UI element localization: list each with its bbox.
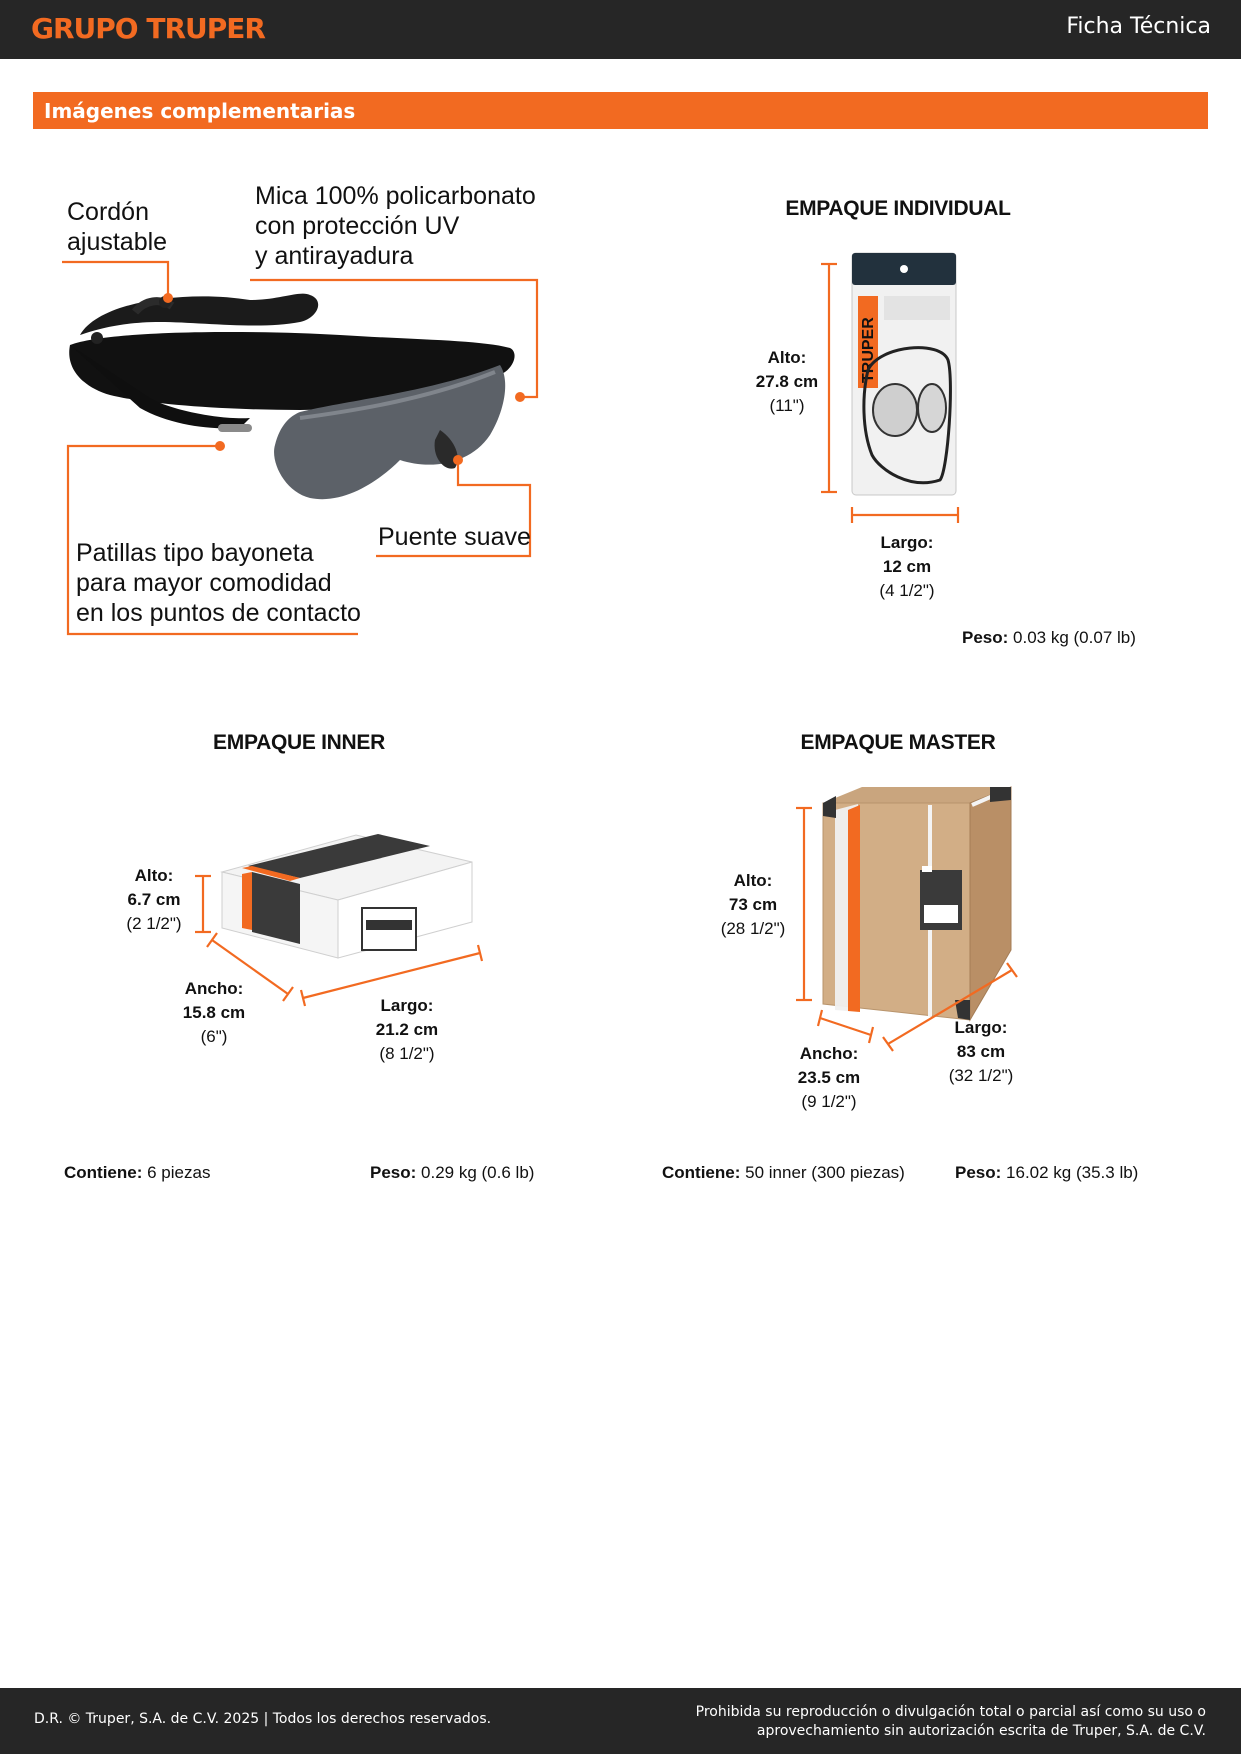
master-weight bbox=[955, 1163, 1138, 1183]
individual-weight-value: 0.03 kg (0.07 lb) bbox=[1013, 628, 1136, 647]
callout-lens: Mica 100% policarbonato con protección UV y antirayadura bbox=[255, 182, 536, 270]
master-box-image bbox=[823, 787, 1011, 1020]
inner-length-metric: 21.2 cm bbox=[375, 1020, 439, 1039]
master-contents-value: 50 inner (300 piezas) bbox=[745, 1163, 905, 1182]
inner-width-caption: Ancho: bbox=[184, 979, 244, 998]
callout-strap: Cordón ajustable bbox=[67, 198, 168, 256]
individual-length-label bbox=[852, 531, 962, 603]
inner-box-image bbox=[222, 834, 472, 958]
brand-logo: GRUPO TRUPER bbox=[31, 12, 265, 45]
inner-height-imperial: (2 1/2") bbox=[126, 914, 182, 933]
master-height-caption: Alto: bbox=[733, 871, 773, 890]
master-length-imperial: (32 1/2") bbox=[948, 1066, 1014, 1085]
inner-length-caption: Largo: bbox=[380, 996, 434, 1015]
inner-contents bbox=[64, 1163, 210, 1183]
inner-height-caption: Alto: bbox=[134, 866, 174, 885]
individual-height-caption: Alto: bbox=[767, 348, 807, 367]
footer-copyright: D.R. © Truper, S.A. de C.V. 2025 | Todos los derechos reservados. bbox=[34, 1711, 492, 1727]
master-width-label bbox=[774, 1042, 884, 1114]
master-height-imperial: (28 1/2") bbox=[720, 919, 786, 938]
inner-weight-label: Peso: bbox=[370, 1163, 417, 1182]
truper-package-brand: TRUPER bbox=[860, 317, 877, 383]
individual-weight bbox=[962, 628, 1136, 648]
inner-width-label bbox=[159, 977, 269, 1049]
inner-contents-label: Contiene: bbox=[64, 1163, 143, 1182]
master-width-imperial: (9 1/2") bbox=[801, 1092, 857, 1111]
individual-weight-label: Peso: bbox=[962, 628, 1009, 647]
master-weight-label: Peso: bbox=[955, 1163, 1002, 1182]
footer bbox=[0, 1688, 1241, 1754]
callout-temples: Patillas tipo bayoneta para mayor comodidad en los puntos de contacto bbox=[76, 539, 361, 627]
document-title: Ficha Técnica bbox=[1066, 14, 1211, 39]
master-contents bbox=[662, 1163, 905, 1183]
individual-length-imperial: (4 1/2") bbox=[879, 581, 935, 600]
inner-contents-value: 6 piezas bbox=[147, 1163, 211, 1182]
inner-length-label bbox=[352, 994, 462, 1066]
individual-length-caption: Largo: bbox=[880, 533, 934, 552]
individual-package-image bbox=[852, 253, 956, 495]
inner-length-imperial: (8 1/2") bbox=[379, 1044, 435, 1063]
master-width-caption: Ancho: bbox=[799, 1044, 859, 1063]
safety-glasses-image bbox=[69, 294, 514, 500]
master-length-caption: Largo: bbox=[954, 1018, 1008, 1037]
individual-length-metric: 12 cm bbox=[882, 557, 932, 576]
inner-weight bbox=[370, 1163, 534, 1183]
master-width-metric: 23.5 cm bbox=[797, 1068, 861, 1087]
master-length-label bbox=[926, 1016, 1036, 1088]
master-contents-label: Contiene: bbox=[662, 1163, 741, 1182]
individual-height-imperial: (11") bbox=[769, 396, 805, 415]
inner-height-metric: 6.7 cm bbox=[127, 890, 181, 909]
inner-weight-value: 0.29 kg (0.6 lb) bbox=[421, 1163, 535, 1182]
master-height-metric: 73 cm bbox=[728, 895, 778, 914]
master-length-metric: 83 cm bbox=[956, 1042, 1006, 1061]
master-package-title: EMPAQUE MASTER bbox=[800, 731, 996, 754]
inner-package-title: EMPAQUE INNER bbox=[213, 731, 385, 754]
individual-height-label bbox=[732, 346, 842, 418]
footer-legal-notice: Prohibida su reproducción o divulgación total o parcial así como su uso o aprovechamiento sin autorización escrita de Truper, S.A. de C.V. bbox=[695, 1704, 1206, 1739]
inner-width-imperial: (6") bbox=[200, 1027, 228, 1046]
callout-bridge: Puente suave bbox=[378, 523, 531, 551]
inner-width-metric: 15.8 cm bbox=[182, 1003, 246, 1022]
individual-height-metric: 27.8 cm bbox=[755, 372, 819, 391]
master-weight-value: 16.02 kg (35.3 lb) bbox=[1006, 1163, 1139, 1182]
section-title: Imágenes complementarias bbox=[44, 99, 356, 123]
individual-package-title: EMPAQUE INDIVIDUAL bbox=[785, 197, 1011, 220]
master-height-label bbox=[698, 869, 808, 941]
inner-height-label bbox=[99, 864, 209, 936]
